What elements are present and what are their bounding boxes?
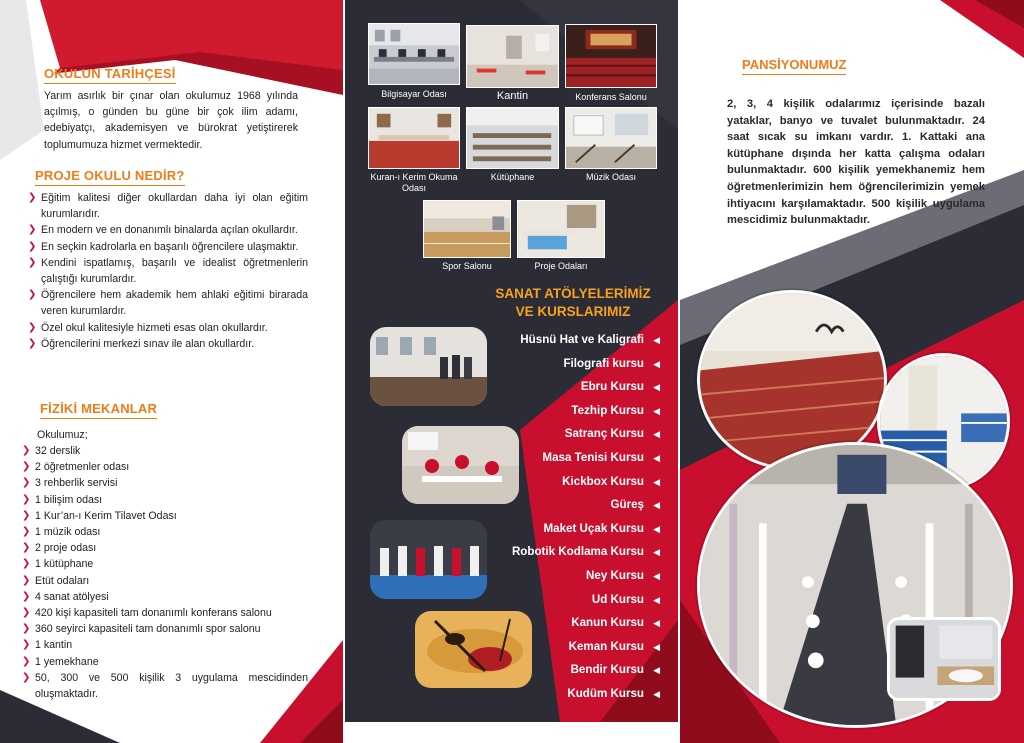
chevron-left-icon: ◀ [653, 335, 660, 345]
pansiyon-text: 2, 3, 4 kişilik odalarımız içerisinde bazalı yataklar, banyo ve tuvalet bulunmaktadır. 24 saat sıcak su imkanı vardır. 1. Kattaki ana kütüphane dışında her katta çalışma odaları bulunmaktadır. 600 kişilik yemekhanemiz hem öğretmenlerimizin hem öğrencilerimizin yemek ihtiyacını karşılamaktadır. 500 kişilik uygulama mescidimiz bulunmaktadır. [727, 98, 985, 227]
fiziki-list-item: ❯ 3 rehberlik servisi [22, 475, 308, 491]
proje-heading: PROJE OKULU NEDİR? [35, 168, 185, 186]
course-item [512, 592, 660, 616]
course-label: Maket Uçak Kursu [543, 521, 644, 535]
caption-muzik: Müzik Odası [585, 172, 636, 182]
course-item [512, 403, 660, 427]
course-item [512, 639, 660, 663]
chevron-left-icon: ◀ [653, 570, 660, 581]
photo-spor [423, 200, 511, 258]
chevron-left-icon: ◀ [653, 476, 660, 487]
prayer-hall-image [700, 293, 884, 467]
fiziki-list-item: ❯ 1 kantin [22, 637, 308, 653]
photo-atolye-2 [402, 426, 519, 504]
left-panel [0, 0, 343, 743]
course-label: Güreş [610, 498, 644, 512]
course-item [512, 521, 660, 545]
caption-proje: Proje Odaları [534, 261, 588, 271]
wrestling-class-image [370, 520, 487, 599]
tarihce-heading: OKULUN TARİHÇESİ [44, 66, 176, 84]
chess-class-image [402, 426, 519, 504]
fiziki-list-item: ❯ 360 seyirci kapasiteli tam donanımlı spor salonu [22, 621, 308, 637]
fiziki-list-item: ❯ Etüt odaları [22, 573, 308, 589]
proje-list-item: ❯ Öğrencilerini merkezi sınav ile alan okullardır. [28, 336, 308, 352]
course-item [512, 474, 660, 498]
proje-list-item: ❯ Eğitim kalitesi diğer okullardan daha iyi olan eğitim kurumlarıdır. [28, 190, 308, 222]
photo-atolye-1 [370, 327, 487, 406]
course-item [512, 544, 660, 568]
pansiyon-heading: PANSİYONUMUZ [742, 57, 846, 75]
proje-list-item: ❯ En modern ve en donanımlı binalarda açılan okullardır. [28, 222, 308, 238]
fiziki-list-item: ❯ 50, 300 ve 500 kişilik 3 uygulama mescidinden oluşmaktadır. [22, 670, 308, 702]
computer-room-image [369, 24, 459, 84]
course-item [512, 450, 660, 474]
proje-list-item: ❯ En seçkin kadrolarla en başarılı öğrencilere ulaşmaktır. [28, 239, 308, 255]
chevron-left-icon: ◀ [653, 594, 660, 605]
course-label: Hüsnü Hat ve Kaligrafi [520, 333, 644, 346]
caption-kutuphane: Kütüphane [490, 172, 535, 182]
course-item [512, 497, 660, 521]
photo-kutuphane [466, 107, 559, 169]
course-label: Keman Kursu [568, 639, 644, 653]
middle-panel [345, 0, 678, 722]
bathroom-image [890, 620, 998, 698]
fiziki-list-item: ❯ 1 müzik odası [22, 524, 308, 540]
library-image [467, 108, 558, 168]
fiziki-intro: Okulumuz; [37, 429, 88, 441]
sanat-heading-line2: VE KURSLARIMIZ [515, 304, 631, 319]
fiziki-list-item: ❯ 2 proje odası [22, 540, 308, 556]
course-label: Kickbox Kursu [562, 474, 644, 488]
proje-list [28, 190, 308, 352]
photo-banyo [887, 617, 1001, 701]
course-item [512, 356, 660, 380]
music-room-image [566, 108, 656, 168]
fiziki-list [22, 443, 308, 702]
course-item [512, 332, 660, 356]
chevron-left-icon: ◀ [653, 523, 660, 534]
quran-room-image [369, 108, 459, 168]
chevron-left-icon: ◀ [653, 358, 660, 369]
proje-list-item: ❯ Özel okul kalitesiyle hizmeti esas olan okullardır. [28, 320, 308, 336]
fiziki-list-item: ❯ 420 kişi kapasiteli tam donanımlı konferans salonu [22, 605, 308, 621]
course-label: Ney Kursu [586, 568, 644, 582]
course-label: Kudüm Kursu [567, 686, 644, 700]
course-label: Robotik Kodlama Kursu [511, 545, 644, 559]
course-item [512, 568, 660, 592]
course-list [512, 332, 660, 710]
chevron-left-icon: ◀ [653, 429, 660, 440]
fiziki-list-item: ❯ 32 derslik [22, 443, 308, 459]
chevron-left-icon: ◀ [653, 452, 660, 463]
course-item [512, 426, 660, 450]
course-label: Tezhip Kursu [571, 403, 644, 417]
course-label: Kanun Kursu [571, 616, 644, 630]
fiziki-list-item: ❯ 1 Kur’an-ı Kerim Tilavet Odası [22, 508, 308, 524]
course-item [512, 615, 660, 639]
photo-kantin [466, 25, 559, 88]
caption-spor: Spor Salonu [442, 261, 492, 271]
chevron-left-icon: ◀ [653, 665, 660, 676]
photo-muzik [565, 107, 657, 169]
photo-konferans [565, 24, 657, 88]
chevron-left-icon: ◀ [653, 688, 660, 699]
chevron-left-icon: ◀ [653, 382, 660, 393]
chevron-left-icon: ◀ [653, 641, 660, 652]
proje-list-item: ❯ Kendini ispatlamış, başarılı ve idealist öğretmenlerin çalıştığı kurumlardır. [28, 255, 308, 287]
chevron-left-icon: ◀ [653, 405, 660, 416]
photo-kuran [368, 107, 460, 169]
tarihce-text: Yarım asırlık bir çınar olan okulumuz 1968 yılında açılmış, o günden bu güne bir çok ilim adamı, edebiyatçı, akademisyen ve bürokrat yetiştirerek toplumumuza hizmet vermektedir. [44, 90, 298, 151]
course-label: Ud Kursu [591, 592, 644, 606]
workshop-image [370, 327, 487, 406]
course-label: Bendir Kursu [570, 663, 644, 677]
caption-konferans: Konferans Salonu [575, 92, 647, 102]
course-label: Masa Tenisi Kursu [542, 450, 644, 464]
proje-list-item: ❯ Öğrencilere hem akademik hem ahlaki eğitimi birarada veren kurumlardır. [28, 287, 308, 319]
caption-kuran: Kuran-ı Kerim Okuma Odası [370, 172, 458, 193]
sports-hall-image [424, 201, 510, 257]
course-label: Ebru Kursu [580, 380, 644, 394]
fiziki-list-item: ❯ 1 kütüphane [22, 556, 308, 572]
fiziki-list-item: ❯ 1 yemekhane [22, 654, 308, 670]
chevron-left-icon: ◀ [653, 500, 660, 511]
course-item [512, 379, 660, 403]
fiziki-list-item: ❯ 2 öğretmenler odası [22, 459, 308, 475]
fiziki-list-item: ❯ 4 sanat atölyesi [22, 589, 308, 605]
canteen-image [467, 26, 558, 87]
course-label: Filografi kursu [563, 356, 644, 370]
conference-hall-image [566, 25, 656, 87]
project-room-image [518, 201, 604, 257]
course-label: Satranç Kursu [564, 427, 644, 441]
photo-proje [517, 200, 605, 258]
caption-bilgisayar: Bilgisayar Odası [381, 89, 447, 99]
fiziki-list-item: ❯ 1 bilişim odası [22, 492, 308, 508]
course-item [512, 662, 660, 686]
photo-bilgisayar [368, 23, 460, 85]
chevron-left-icon: ◀ [653, 618, 660, 629]
course-item [512, 686, 660, 710]
caption-kantin: Kantin [496, 90, 529, 102]
chevron-left-icon: ◀ [653, 547, 660, 558]
fiziki-heading: FİZİKİ MEKANLAR [40, 401, 157, 419]
photo-atolye-3 [370, 520, 487, 599]
sanat-heading-line1: SANAT ATÖLYELERİMİZ [495, 286, 651, 301]
sanat-heading [493, 285, 653, 321]
